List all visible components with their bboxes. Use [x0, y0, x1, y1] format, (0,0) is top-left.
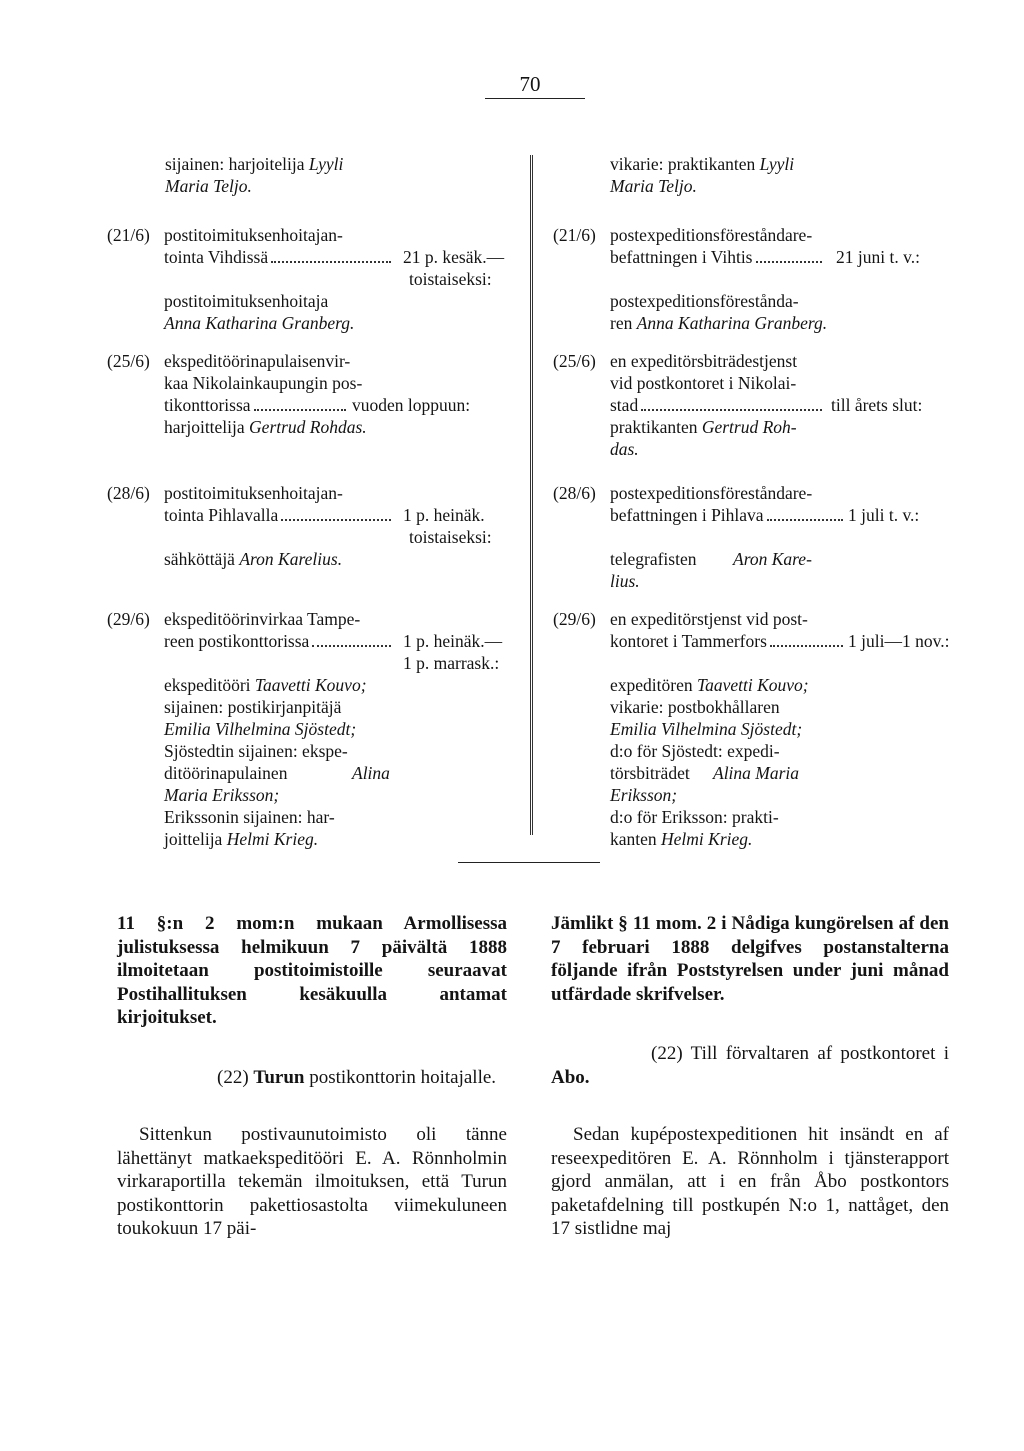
entry-code: (21/6) [553, 225, 596, 245]
leader-dots [312, 631, 391, 647]
swedish-body: Sedan kupépostexpeditionen hit insändt en af reseexpeditören E. A. Rönnholm i tjänsterapport gjord anmälan, att i en från Åbo postkontors paketafdelning till postkupén N:o 1, nattåget, den 17 sistlidne maj [551, 1124, 949, 1239]
entry-code: (29/6) [553, 609, 596, 629]
entry-right-29-6: (29/6) en expeditörstjenst vid post- kontoret i Tammerfors 1 juli—1 nov.: expeditören Taavetti Kouvo; vikarie: postbokhållaren Emilia Vilhelmina Sjöstedt; d:o för Sjöstedt: expedi- törsbiträdet Alina Maria Eriksson; d:o för Eriksson: prakti- kanten Helmi Krieg. [553, 609, 950, 849]
swedish-column [551, 912, 949, 1241]
entry-left-25-6: (25/6) ekspeditöörinapulaisenvir- kaa Nikolainkaupungin pos- tikonttorissa vuoden loppuun: harjoittelija Gertrud Rohdas. [107, 351, 471, 437]
finnish-column [117, 912, 507, 1241]
leader-dots [281, 505, 391, 521]
section-separator [458, 862, 600, 863]
entry-left-28-6: (28/6) postitoimituksenhoitajan- tointa Pihlavalla 1 p. heinäk. toistaiseksi: sähköttäjä Aron Karelius. [107, 483, 492, 569]
entry-code: (25/6) [553, 351, 596, 371]
left-carryover-line-2: Maria Teljo. [165, 176, 252, 196]
column-divider [532, 155, 533, 835]
entry-code: (29/6) [107, 609, 150, 629]
entry-right-21-6: (21/6) postexpeditionsföreståndare- befattningen i Vihtis 21 juni t. v.: postexpeditionsförestånda- ren Anna Katharina Granberg. [553, 225, 920, 333]
entry-code: (28/6) [107, 483, 150, 503]
entry-left-29-6: (29/6) ekspeditöörinvirkaa Tampe- reen postikonttorissa 1 p. heinäk.— 1 p. marrask.: ekspeditööri Taavetti Kouvo; sijainen: postikirjanpitäjä Emilia Vilhelmina Sjöstedt; Sjöstedtin sijainen: ekspe- ditöörinapulainen Alina Maria Eriksson; Erikssonin sijainen: har- joittelija Helmi Krieg. [107, 609, 503, 849]
entry-right-28-6: (28/6) postexpeditionsföreståndare- befattningen i Pihlava 1 juli t. v.: telegrafisten Aron Kare- lius. [553, 483, 920, 591]
entry-code: (25/6) [107, 351, 150, 371]
entry-right-25-6: (25/6) en expeditörsbiträdestjenst vid postkontoret i Nikolai- stad till årets slut: praktikanten Gertrud Roh- das. [553, 351, 923, 459]
swedish-intro: Jämlikt § 11 mom. 2 i Nådiga kungörelsen af den 7 februari 1888 delgifves postanstalterna följande ifrån Poststyrelsen under juni månad utfärdade skrifvelser. [551, 913, 949, 1005]
entry-code: (28/6) [553, 483, 596, 503]
right-carryover-line-2: Maria Teljo. [610, 176, 697, 196]
right-carryover-line-1: vikarie: praktikanten Lyyli [610, 154, 795, 174]
header-rule [485, 98, 585, 99]
finnish-body: Sittenkun postivaunutoimisto oli tänne lähettänyt matkaekspeditööri E. A. Rönnholmin virkaraportilla tekemän ilmoituksen, että Turun postikonttorin pakettiosastolta viimekuluneen toukokuun 17 päi- [117, 1124, 507, 1239]
entry-left-21-6: (21/6) postitoimituksenhoitajan- tointa Vihdissä 21 p. kesäk.— toistaiseksi: postitoimituksenhoitaja Anna Katharina Granberg. [107, 225, 505, 333]
leader-dots [770, 631, 843, 647]
left-carryover-line-1: sijainen: harjoitelija Lyyli [165, 154, 344, 174]
finnish-intro: 11 §:n 2 mom:n mukaan Armollisessa julistuksessa helmikuun 7 päivältä 1888 ilmoitetaan postitoimistoille seuraavat Postihallituksen kesäkuulla antamat kirjoitukset. [117, 913, 507, 1028]
swedish-heading: (22) Till förvaltaren af postkontoret i Abo. [551, 1043, 949, 1088]
entry-code: (21/6) [107, 225, 150, 245]
leader-dots [254, 395, 346, 411]
finnish-heading: (22) Turun postikonttorin hoitajalle. [217, 1066, 497, 1088]
column-divider [530, 155, 531, 835]
page-number: 70 [519, 72, 541, 96]
leader-dots [756, 247, 823, 263]
leader-dots [271, 247, 391, 263]
leader-dots [767, 505, 843, 521]
leader-dots [641, 395, 822, 411]
